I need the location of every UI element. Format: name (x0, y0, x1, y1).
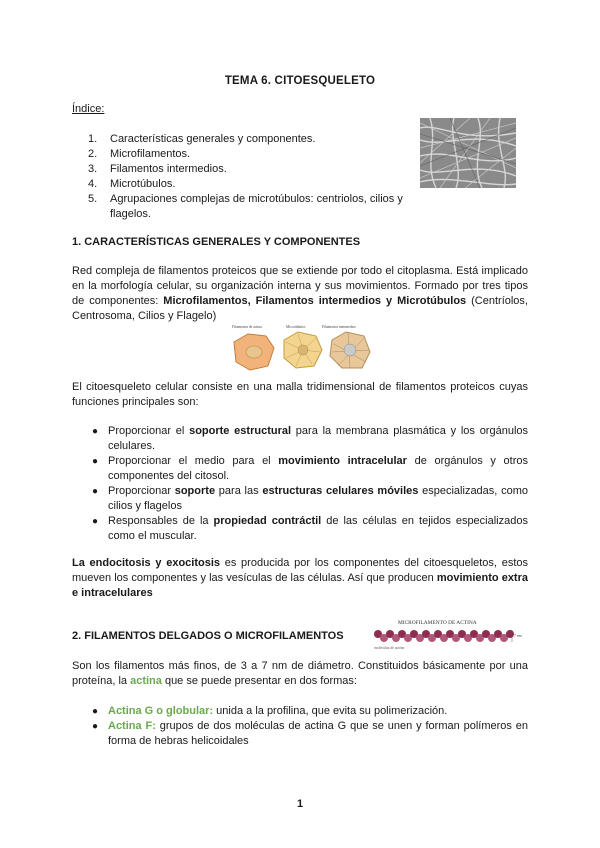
text-run: es producida por los componentes del citoesqueletos, estos mueven los componentes y las vesículas de las células. Así que producen (72, 557, 528, 584)
list-item (92, 719, 528, 749)
bullet-icon: ● (92, 456, 99, 467)
text-run: de orgánulos y otros componentes del citosol. (108, 455, 528, 482)
text-run: especializadas, como cilios y flagelos (108, 485, 528, 512)
text-bold: Microfilamentos, Filamentos intermedios y Microtúbulos (163, 295, 467, 307)
figure-label: Microtúbulos (286, 325, 306, 329)
toc-number: 4. (88, 178, 98, 190)
text-run: Responsables de la (108, 515, 214, 527)
section-1-paragraph (72, 264, 528, 324)
toc-text: Filamentos intermedios. (110, 163, 227, 175)
toc-number: 1. (88, 133, 98, 145)
figure-label: Filamentos intermedios (322, 325, 356, 329)
text-run: para la membrana plasmática y los orgánulos celulares. (108, 425, 529, 452)
table-of-contents (88, 132, 418, 222)
functions-list (92, 424, 528, 544)
bullet-icon: ● (92, 426, 99, 437)
text-highlight: actina (130, 675, 162, 687)
text-run: Proporcionar el (108, 425, 190, 437)
text-bold: propiedad contráctil (213, 515, 322, 527)
text-bold: La endocitosis y exocitosis (72, 557, 221, 569)
toc-text: Características generales y componentes. (110, 133, 316, 145)
list-item (92, 704, 528, 719)
actin-microfilament-figure (370, 617, 528, 655)
text-run: que se puede presentar en dos formas: (161, 675, 357, 687)
cell-nucleus (298, 345, 308, 355)
text-run: de las células en tejidos especializados como el muscular. (108, 515, 528, 542)
cytoskeleton-types-figure (228, 322, 374, 374)
list-item (92, 424, 528, 454)
section-1-paragraph-2: El citoesqueleto celular consiste en una malla tridimensional de filamentos proteicos cuyas funciones principales son: (72, 381, 528, 408)
actin-forms-list (92, 704, 528, 749)
figure-title: MICROFILAMENTO DE ACTINA (398, 620, 477, 626)
actin-beads (374, 630, 514, 642)
toc-number: 5. (88, 193, 98, 205)
figure-dimension: 7 nm (514, 634, 522, 638)
toc-text: Agrupaciones complejas de microtúbulos: centriolos, cilios y flagelos. (110, 193, 403, 220)
text-run: grupos de dos moléculas de actina G que se unen y forman polímeros en forma de hebras helicoidales (108, 720, 529, 747)
toc-item (88, 162, 418, 177)
text-bold: soporte (174, 485, 216, 497)
page-title: TEMA 6. CITOESQUELETO (224, 75, 376, 87)
toc-item (88, 147, 418, 162)
text-run: para las (215, 485, 263, 497)
section-2-heading: 2. FILAMENTOS DELGADOS O MICROFILAMENTOS (72, 630, 344, 642)
text-bold: movimiento extra e intracelulares (72, 572, 528, 599)
text-run: Proporcionar el medio para el (108, 455, 279, 467)
text-run: Son los filamentos más finos, de 3 a 7 nm de diámetro. Constituidos básicamente por una proteína, la (72, 660, 528, 687)
list-item (92, 454, 528, 484)
section-2-paragraph (72, 659, 528, 689)
toc-number: 2. (88, 148, 98, 160)
toc-text: Microtúbulos. (110, 178, 176, 190)
section-1-paragraph-3 (72, 556, 528, 601)
text-run: (Centríolos, Centrosoma, Cilios y Flagelo) (72, 295, 528, 322)
bullet-icon: ● (92, 486, 99, 497)
bullet-icon: ● (92, 516, 99, 527)
list-item (92, 514, 528, 544)
text-highlight: Actina F: (108, 720, 156, 732)
bullet-icon: ● (92, 721, 99, 732)
cell-nucleus (344, 344, 356, 356)
index-heading: Índice: (72, 103, 105, 115)
toc-item (88, 192, 418, 222)
toc-item (88, 177, 418, 192)
list-item (92, 484, 528, 514)
cell-nucleus (246, 346, 262, 358)
text-highlight: Actina G o globular: (108, 705, 214, 717)
figure-label: Filamentos de actina (232, 325, 262, 329)
text-run: Red compleja de filamentos proteicos que se extiende por todo el citoplasma. Está implicado en la morfología celular, su organización interna y sus movimientos. Formado por tres tipos de componentes: (72, 265, 528, 307)
figure-caption: moléculas de actina (374, 646, 405, 650)
cytoskeleton-micrograph (420, 118, 516, 188)
text-bold: soporte estructural (189, 425, 292, 437)
toc-item (88, 132, 418, 147)
text-run: unida a la profilina, que evita su polimerización. (213, 705, 448, 717)
text-bold: estructuras celulares móviles (262, 485, 419, 497)
text-run: Proporcionar (108, 485, 175, 497)
toc-number: 3. (88, 163, 98, 175)
text-bold: movimiento intracelular (278, 455, 407, 467)
bullet-icon: ● (92, 706, 99, 717)
toc-text: Microfilamentos. (110, 148, 191, 160)
page-number: 1 (296, 798, 304, 810)
section-1-heading: 1. CARACTERÍSTICAS GENERALES Y COMPONENTES (72, 236, 361, 248)
